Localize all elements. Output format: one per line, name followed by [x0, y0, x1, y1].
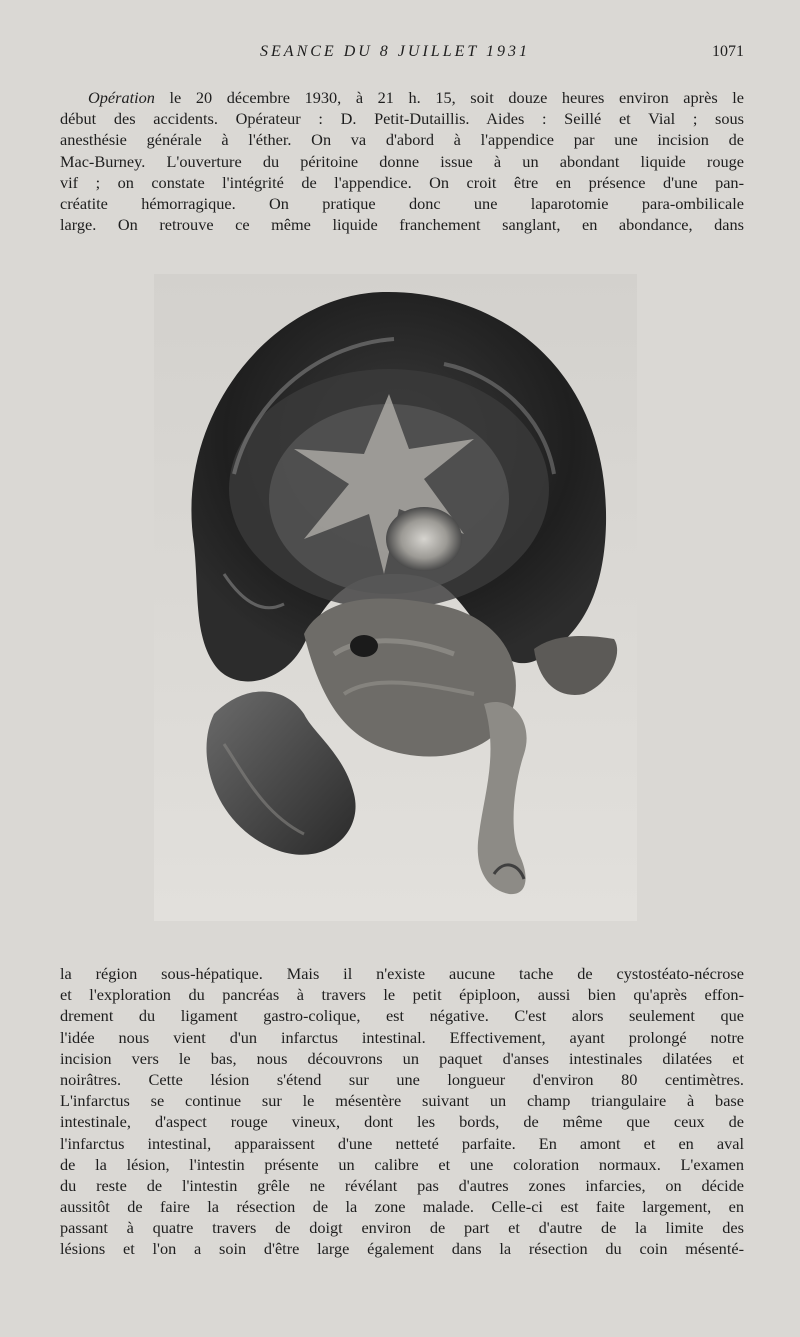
text-line: large. On retrouve ce même liquide franchement sanglant, en abondance, dans: [60, 215, 744, 235]
text-line: l'infarctus intestinal, apparaissent d'une netteté parfaite. En amont et en aval: [60, 1133, 744, 1153]
text-line: intestinale, d'aspect rouge vineux, dont les bords, de même que ceux de: [60, 1112, 744, 1132]
text-line: lésions et l'on a soin d'être large également dans la résection du coin mésenté-: [60, 1239, 744, 1259]
running-title: SEANCE DU 8 JUILLET 1931: [260, 43, 530, 60]
page-header: [0, 43, 800, 65]
text-line: noirâtres. Cette lésion s'étend sur une longueur d'environ 80 centimètres.: [60, 1069, 744, 1089]
specimen-photograph: [154, 274, 637, 921]
text-line: anesthésie générale à l'éther. On va d'abord à l'appendice par une incision de: [60, 130, 744, 150]
text-line: l'idée nous vient d'un infarctus intestinal. Effectivement, ayant prolongé notre: [60, 1027, 744, 1047]
text-line: Mac-Burney. L'ouverture du péritoine donne issue à un abondant liquide rouge: [60, 151, 744, 171]
text-line: aussitôt de faire la résection de la zone malade. Celle-ci est faite largement, en: [60, 1197, 744, 1217]
text-line: drement du ligament gastro-colique, est négative. C'est alors seulement que: [60, 1006, 744, 1026]
text-line: créatite hémorragique. On pratique donc une laparotomie para-ombilicale: [60, 193, 744, 213]
text-line: incision vers le bas, nous découvrons un paquet d'anses intestinales dilatées et: [60, 1048, 744, 1068]
paragraph-bottom: [60, 963, 744, 1260]
page-number: 1071: [712, 43, 744, 60]
text-line: vif ; on constate l'intégrité de l'appendice. On croit être en présence d'une pan-: [60, 172, 744, 192]
text-line: L'infarctus se continue sur le mésentère suivant un champ triangulaire à base: [60, 1091, 744, 1111]
text-line: du reste de l'intestin grêle ne révélant pas d'autres zones infarcies, on décide: [60, 1175, 744, 1195]
dark-spot: [350, 635, 378, 657]
line-text: le 20 décembre 1930, à 21 h. 15, soit douze heures environ après le: [154, 88, 744, 107]
paragraph-top: [60, 87, 744, 235]
intestine-specimen-image: [154, 274, 637, 921]
text-line: la région sous-hépatique. Mais il n'existe aucune tache de cystostéato-nécrose: [60, 964, 744, 983]
text-line: [60, 87, 744, 108]
text-line: de la lésion, l'intestin présente un calibre et une coloration normaux. L'examen: [60, 1154, 744, 1174]
text-line: début des accidents. Opérateur : D. Petit-Dutaillis. Aides : Seillé et Vial ; sous: [60, 109, 744, 129]
lead-word: Opération: [88, 88, 155, 107]
text-line: et l'exploration du pancréas à travers le petit épiploon, aussi bien qu'après effon-: [60, 985, 744, 1005]
text-line: passant à quatre travers de doigt environ de part et d'autre de la limite des: [60, 1218, 744, 1238]
